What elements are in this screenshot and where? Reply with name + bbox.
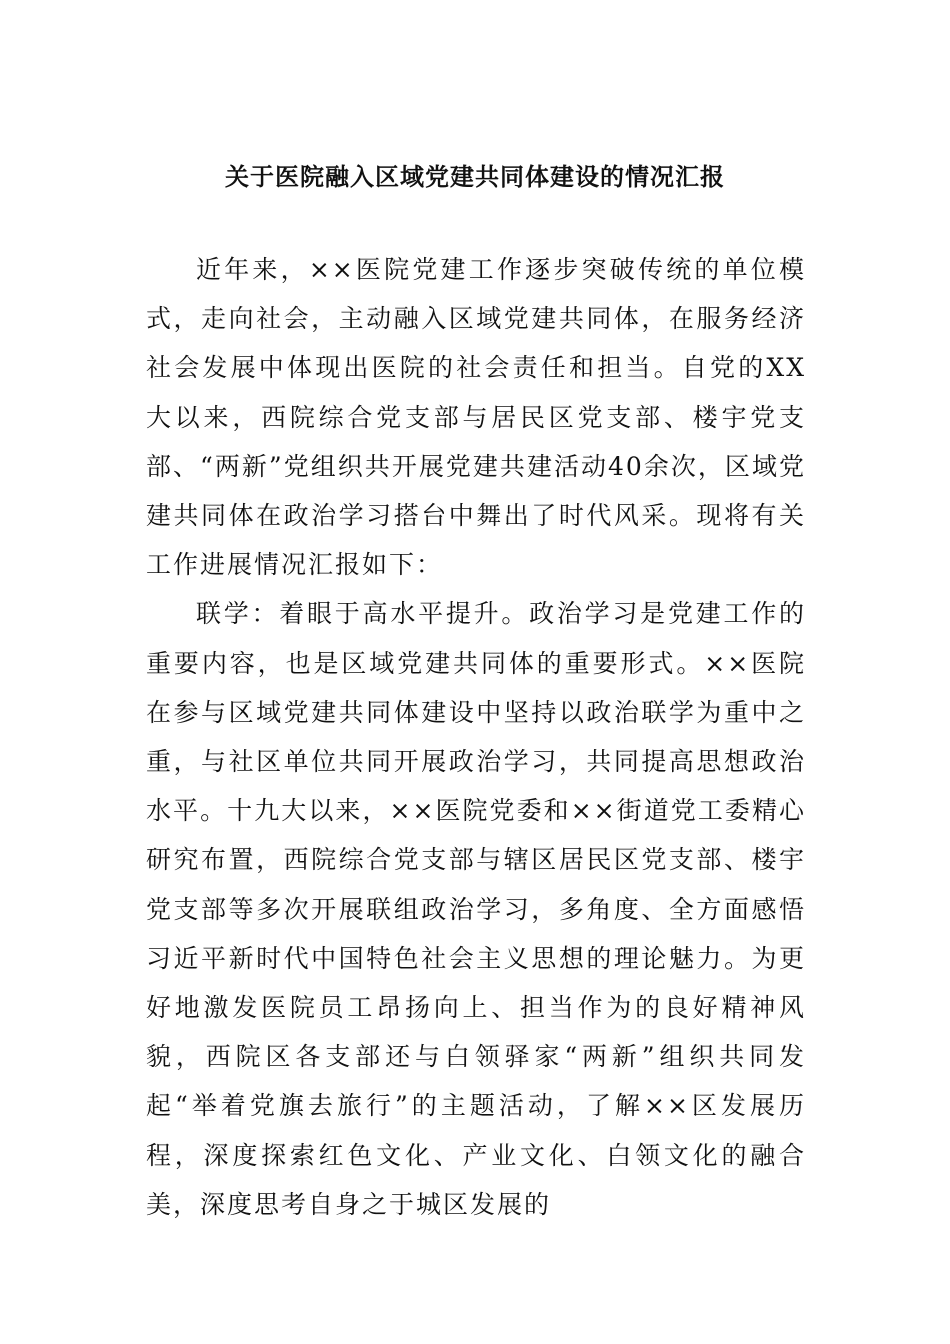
paragraph-intro: 近年来，××医院党建工作逐步突破传统的单位模式，走向社会，主动融入区域党建共同体，在服务经济社会发展中体现出医院的社会责任和担当。自党的XX大以来，西院综合党支部与居民区党支部、楼宇党支部、“两新”党组织共开展党建共建活动40余次，区域党建共同体在政治学习搭台中舞出了时代风采。现将有关工作进展情况汇报如下： (146, 255, 806, 580)
document-body (146, 245, 806, 1229)
paragraph-joint-study: 联学：着眼于高水平提升。政治学习是党建工作的重要内容，也是区域党建共同体的重要形式。××医院在参与区域党建共同体建设中坚持以政治联学为重中之重，与社区单位共同开展政治学习，共同提高思想政治水平。十九大以来，××医院党委和××街道党工委精心研究布置，西院综合党支部与辖区居民区党支部、楼宇党支部等多次开展联组政治学习，多角度、全方面感悟习近平新时代中国特色社会主义思想的理论魅力。为更好地激发医院员工昂扬向上、担当作为的良好精神风貌，西院区各支部还与白领驿家“两新”组织共同发起“举着党旗去旅行”的主题活动，了解××区发展历程，深度探索红色文化、产业文化、白领文化的融合美，深度思考自身之于城区发展的 (146, 599, 806, 1219)
document-title: 关于医院融入区域党建共同体建设的情况汇报 (225, 162, 725, 191)
